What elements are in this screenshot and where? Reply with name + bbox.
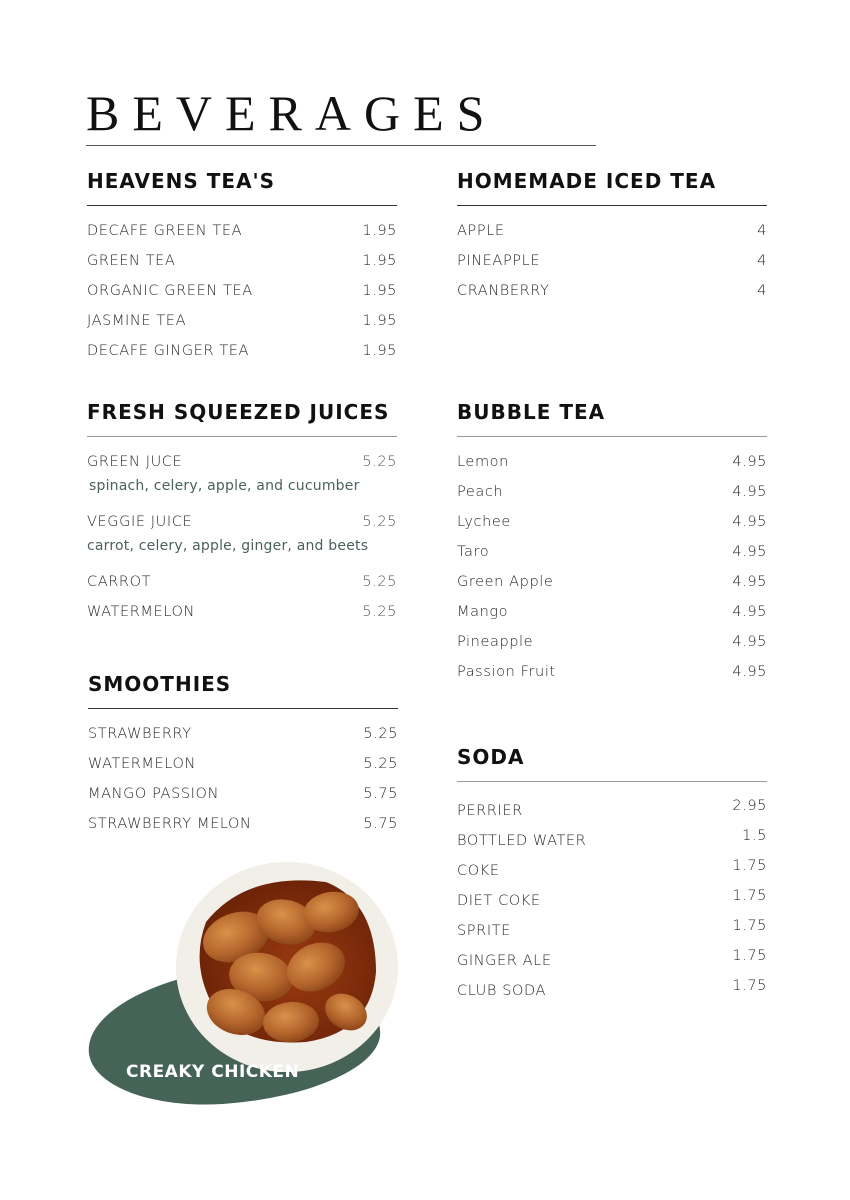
item-name: GINGER ALE bbox=[457, 953, 552, 969]
menu-item bbox=[87, 252, 397, 282]
menu-item bbox=[88, 725, 398, 755]
item-name: VEGGIE JUICE bbox=[87, 514, 193, 530]
item-price: 5.25 bbox=[363, 756, 398, 772]
item-description: carrot, celery, apple, ginger, and beets bbox=[87, 538, 369, 554]
item-name: GREEN TEA bbox=[87, 253, 176, 269]
item-price: 1.75 bbox=[732, 918, 767, 934]
item-price: 4.95 bbox=[732, 454, 767, 470]
menu-item bbox=[457, 282, 767, 312]
item-price: 1.75 bbox=[732, 978, 767, 994]
item-name: GREEN JUCE bbox=[87, 454, 183, 470]
menu-item bbox=[457, 858, 767, 892]
item-price: 4 bbox=[757, 283, 767, 299]
item-name: ORGANIC GREEN TEA bbox=[87, 283, 253, 299]
menu-item bbox=[457, 252, 767, 282]
item-name: COKE bbox=[457, 863, 500, 879]
section-bubble-tea bbox=[457, 400, 767, 693]
item-price: 1.95 bbox=[362, 343, 397, 359]
section-divider bbox=[457, 781, 767, 782]
item-price: 1.95 bbox=[362, 223, 397, 239]
item-price: 5.75 bbox=[363, 786, 398, 802]
item-price: 5.25 bbox=[362, 574, 397, 590]
item-price: 4.95 bbox=[732, 604, 767, 620]
menu-item bbox=[87, 222, 397, 252]
menu-item bbox=[87, 573, 397, 603]
menu-item bbox=[457, 798, 767, 832]
menu-item bbox=[457, 918, 767, 952]
item-name: STRAWBERRY bbox=[88, 726, 192, 742]
item-name: PERRIER bbox=[457, 803, 523, 819]
title-divider bbox=[86, 145, 596, 146]
menu-item bbox=[457, 222, 767, 252]
item-name: Taro bbox=[457, 544, 490, 560]
item-name: Green Apple bbox=[457, 574, 554, 590]
section-smoothies bbox=[88, 672, 398, 845]
section-fresh-juices bbox=[87, 400, 397, 633]
menu-item bbox=[457, 603, 767, 633]
menu-item bbox=[88, 815, 398, 845]
menu-item bbox=[457, 483, 767, 513]
item-price: 4 bbox=[757, 253, 767, 269]
item-name: MANGO PASSION bbox=[88, 786, 220, 802]
menu-item bbox=[88, 785, 398, 815]
item-price: 1.75 bbox=[732, 888, 767, 904]
item-price: 1.95 bbox=[362, 313, 397, 329]
item-price: 4.95 bbox=[732, 634, 767, 650]
item-price: 1.95 bbox=[362, 253, 397, 269]
menu-item bbox=[87, 513, 397, 573]
section-heading: FRESH SQUEEZED JUICES bbox=[87, 400, 390, 424]
section-heavens-tea bbox=[87, 169, 397, 372]
menu-item bbox=[87, 603, 397, 633]
item-price: 1.5 bbox=[742, 828, 767, 844]
featured-dish-photo bbox=[88, 862, 408, 1107]
menu-item bbox=[87, 453, 397, 513]
item-name: WATERMELON bbox=[88, 756, 196, 772]
section-iced-tea bbox=[457, 169, 767, 312]
food-image bbox=[176, 862, 398, 1072]
item-price: 1.75 bbox=[732, 948, 767, 964]
section-divider bbox=[88, 708, 398, 709]
item-price: 4.95 bbox=[732, 544, 767, 560]
item-name: JASMINE TEA bbox=[87, 313, 187, 329]
item-name: DECAFE GINGER TEA bbox=[87, 343, 250, 359]
item-price: 1.75 bbox=[732, 858, 767, 874]
section-heading: SODA bbox=[457, 745, 525, 769]
item-name: PINEAPPLE bbox=[457, 253, 541, 269]
item-name: Mango bbox=[457, 604, 509, 620]
item-price: 4.95 bbox=[732, 664, 767, 680]
item-name: BOTTLED WATER bbox=[457, 833, 587, 849]
section-heading: HEAVENS TEA'S bbox=[87, 169, 276, 193]
section-heading: HOMEMADE ICED TEA bbox=[457, 169, 717, 193]
menu-item bbox=[87, 342, 397, 372]
menu-item bbox=[88, 755, 398, 785]
menu-item bbox=[87, 312, 397, 342]
item-price: 1.95 bbox=[362, 283, 397, 299]
item-price: 5.25 bbox=[362, 514, 397, 530]
item-description: spinach, celery, apple, and cucumber bbox=[89, 478, 360, 494]
section-divider bbox=[87, 205, 397, 206]
menu-item bbox=[457, 513, 767, 543]
photo-caption: CREAKY CHICKEN bbox=[126, 1062, 300, 1082]
item-name: Pineapple bbox=[457, 634, 534, 650]
menu-item bbox=[87, 282, 397, 312]
menu-item bbox=[457, 633, 767, 663]
menu-item bbox=[457, 453, 767, 483]
item-price: 4.95 bbox=[732, 514, 767, 530]
section-divider bbox=[87, 436, 397, 437]
page-title: BEVERAGES bbox=[86, 85, 498, 141]
item-price: 4.95 bbox=[732, 574, 767, 590]
section-soda bbox=[457, 745, 767, 1012]
item-price: 2.95 bbox=[732, 798, 767, 814]
item-name: CLUB SODA bbox=[457, 983, 547, 999]
menu-item bbox=[457, 828, 767, 862]
item-price: 4.95 bbox=[732, 484, 767, 500]
item-name: Passion Fruit bbox=[457, 664, 556, 680]
item-price: 5.75 bbox=[363, 816, 398, 832]
item-price: 4 bbox=[757, 223, 767, 239]
item-name: APPLE bbox=[457, 223, 505, 239]
item-price: 5.25 bbox=[362, 454, 397, 470]
item-name: DIET COKE bbox=[457, 893, 541, 909]
item-name: Lychee bbox=[457, 514, 511, 530]
menu-item bbox=[457, 948, 767, 982]
section-heading: SMOOTHIES bbox=[88, 672, 232, 696]
item-name: STRAWBERRY MELON bbox=[88, 816, 252, 832]
item-name: WATERMELON bbox=[87, 604, 195, 620]
section-divider bbox=[457, 436, 767, 437]
menu-item bbox=[457, 573, 767, 603]
menu-item bbox=[457, 543, 767, 573]
item-name: DECAFE GREEN TEA bbox=[87, 223, 243, 239]
item-name: Lemon bbox=[457, 454, 509, 470]
menu-item bbox=[457, 888, 767, 922]
item-name: SPRITE bbox=[457, 923, 511, 939]
item-name: CARROT bbox=[87, 574, 152, 590]
section-divider bbox=[457, 205, 767, 206]
menu-item bbox=[457, 663, 767, 693]
item-price: 5.25 bbox=[363, 726, 398, 742]
item-name: CRANBERRY bbox=[457, 283, 550, 299]
item-name: Peach bbox=[457, 484, 504, 500]
item-price: 5.25 bbox=[362, 604, 397, 620]
menu-item bbox=[457, 978, 767, 1012]
section-heading: BUBBLE TEA bbox=[457, 400, 606, 424]
